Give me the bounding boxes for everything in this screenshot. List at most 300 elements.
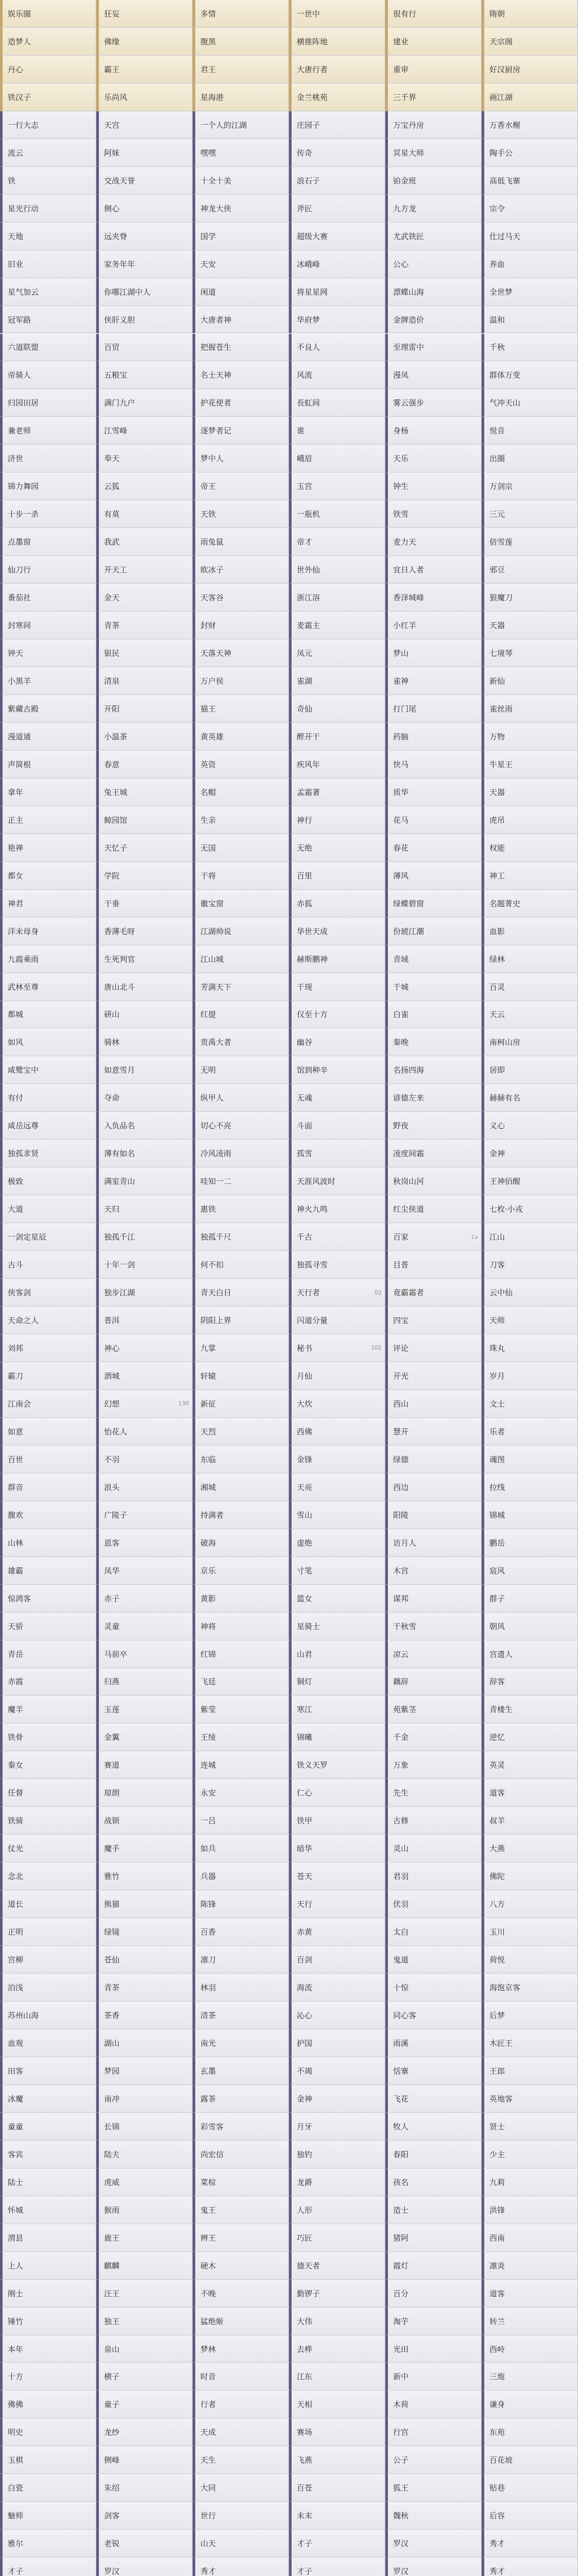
name-cell[interactable] [193, 417, 289, 445]
name-cell[interactable] [385, 1307, 482, 1334]
name-cell[interactable] [289, 667, 385, 695]
name-cell[interactable] [385, 2141, 482, 2168]
name-cell[interactable] [385, 1585, 482, 1613]
name-cell[interactable] [289, 1640, 385, 1668]
name-cell[interactable] [0, 2168, 96, 2196]
name-cell[interactable] [0, 2057, 96, 2085]
name-cell[interactable] [289, 1946, 385, 1974]
name-cell[interactable] [193, 1862, 289, 1890]
name-cell[interactable] [0, 2363, 96, 2391]
name-cell[interactable] [96, 1001, 193, 1029]
name-cell[interactable] [482, 1835, 578, 1862]
name-cell[interactable] [0, 361, 96, 389]
name-cell[interactable] [0, 973, 96, 1001]
name-cell[interactable] [385, 667, 482, 695]
name-cell[interactable] [289, 973, 385, 1001]
name-cell[interactable] [96, 2252, 193, 2280]
name-cell[interactable] [193, 1028, 289, 1056]
name-cell[interactable] [289, 2418, 385, 2446]
name-cell[interactable] [193, 890, 289, 918]
name-cell[interactable] [96, 1112, 193, 1140]
name-cell[interactable] [482, 83, 578, 111]
name-cell[interactable] [482, 612, 578, 639]
name-cell[interactable] [385, 2474, 482, 2502]
name-cell[interactable] [289, 472, 385, 500]
name-cell[interactable] [385, 2502, 482, 2530]
name-cell[interactable] [385, 1279, 482, 1307]
name-cell[interactable] [96, 1390, 193, 1418]
name-cell[interactable] [385, 1613, 482, 1640]
name-cell[interactable] [0, 2085, 96, 2113]
name-cell[interactable] [482, 2029, 578, 2057]
name-cell[interactable] [0, 1668, 96, 1696]
name-cell[interactable] [289, 695, 385, 723]
name-cell[interactable] [96, 1334, 193, 1362]
name-cell[interactable] [385, 2363, 482, 2391]
name-cell[interactable] [385, 334, 482, 362]
name-cell[interactable] [96, 1251, 193, 1279]
name-cell[interactable] [96, 1362, 193, 1390]
name-cell[interactable] [0, 945, 96, 973]
name-cell[interactable] [96, 1613, 193, 1640]
name-cell[interactable] [193, 1807, 289, 1835]
name-cell[interactable] [385, 1974, 482, 2002]
name-cell[interactable] [0, 28, 96, 56]
name-cell[interactable] [482, 223, 578, 250]
name-cell[interactable] [385, 1696, 482, 1723]
name-cell[interactable] [385, 806, 482, 834]
name-cell[interactable] [96, 1668, 193, 1696]
name-cell[interactable] [289, 751, 385, 778]
name-cell[interactable] [289, 1751, 385, 1779]
name-cell[interactable] [96, 1557, 193, 1585]
name-cell[interactable] [385, 167, 482, 195]
name-cell[interactable] [385, 695, 482, 723]
name-cell[interactable] [0, 2002, 96, 2029]
name-cell[interactable] [385, 389, 482, 417]
name-cell[interactable] [193, 223, 289, 250]
name-cell[interactable] [96, 2418, 193, 2446]
name-cell[interactable] [96, 1028, 193, 1056]
name-cell[interactable] [385, 195, 482, 223]
name-cell[interactable] [0, 1223, 96, 1251]
name-cell[interactable] [289, 111, 385, 139]
name-cell[interactable] [289, 389, 385, 417]
name-cell[interactable] [0, 1613, 96, 1640]
name-cell[interactable] [193, 1835, 289, 1862]
name-cell[interactable] [482, 139, 578, 167]
name-cell[interactable] [0, 2196, 96, 2224]
name-cell[interactable] [0, 306, 96, 334]
name-cell[interactable] [289, 2085, 385, 2113]
name-cell[interactable] [193, 584, 289, 612]
name-cell[interactable] [193, 1446, 289, 1473]
name-cell[interactable] [482, 1946, 578, 1974]
name-cell[interactable] [289, 306, 385, 334]
name-cell[interactable] [96, 1167, 193, 1195]
name-cell[interactable] [0, 1112, 96, 1140]
name-cell[interactable] [193, 1613, 289, 1640]
name-cell[interactable] [193, 723, 289, 751]
name-cell[interactable] [385, 1640, 482, 1668]
name-cell[interactable] [96, 667, 193, 695]
name-cell[interactable] [289, 1056, 385, 1084]
name-cell[interactable] [385, 1334, 482, 1362]
name-cell[interactable] [96, 278, 193, 306]
name-cell[interactable] [193, 918, 289, 945]
name-cell[interactable] [96, 1946, 193, 1974]
name-cell[interactable] [289, 83, 385, 111]
name-cell[interactable] [193, 1501, 289, 1529]
name-cell[interactable] [96, 389, 193, 417]
name-cell[interactable] [193, 389, 289, 417]
name-cell[interactable] [289, 139, 385, 167]
name-cell[interactable] [193, 667, 289, 695]
name-cell[interactable] [193, 1334, 289, 1362]
name-cell[interactable] [193, 2363, 289, 2391]
name-cell[interactable] [96, 195, 193, 223]
name-cell[interactable] [96, 1307, 193, 1334]
name-cell[interactable] [289, 1084, 385, 1112]
name-cell[interactable] [289, 1446, 385, 1473]
name-cell[interactable] [289, 278, 385, 306]
name-cell[interactable] [482, 389, 578, 417]
name-cell[interactable] [385, 2224, 482, 2252]
name-cell[interactable] [482, 584, 578, 612]
name-cell[interactable] [193, 1223, 289, 1251]
name-cell[interactable] [0, 167, 96, 195]
name-cell[interactable] [289, 1696, 385, 1723]
name-cell[interactable] [289, 1862, 385, 1890]
name-cell[interactable] [385, 862, 482, 890]
name-cell[interactable] [482, 1084, 578, 1112]
name-cell[interactable] [0, 417, 96, 445]
name-cell[interactable] [289, 1362, 385, 1390]
name-cell[interactable] [289, 2474, 385, 2502]
name-cell[interactable] [385, 1779, 482, 1807]
name-cell[interactable] [289, 2002, 385, 2029]
name-cell[interactable] [0, 695, 96, 723]
name-cell[interactable] [385, 1112, 482, 1140]
name-cell[interactable] [289, 1390, 385, 1418]
name-cell[interactable] [96, 806, 193, 834]
name-cell[interactable] [96, 250, 193, 278]
name-cell[interactable] [385, 2335, 482, 2363]
name-cell[interactable] [385, 556, 482, 584]
name-cell[interactable] [193, 472, 289, 500]
name-cell[interactable] [0, 2418, 96, 2446]
name-cell[interactable] [385, 2029, 482, 2057]
name-cell[interactable] [193, 778, 289, 806]
name-cell[interactable] [0, 0, 96, 28]
name-cell[interactable] [482, 1307, 578, 1334]
name-cell[interactable] [0, 1473, 96, 1501]
name-cell[interactable] [193, 2418, 289, 2446]
name-cell[interactable] [0, 1807, 96, 1835]
name-cell[interactable] [96, 2280, 193, 2308]
name-cell[interactable] [0, 667, 96, 695]
name-cell[interactable] [193, 639, 289, 667]
name-cell[interactable] [193, 2557, 289, 2576]
name-cell[interactable] [193, 2446, 289, 2474]
name-cell[interactable] [0, 1529, 96, 1557]
name-cell[interactable] [0, 1557, 96, 1585]
name-cell[interactable] [96, 1418, 193, 1446]
name-cell[interactable] [385, 1668, 482, 1696]
name-cell[interactable] [96, 1056, 193, 1084]
name-cell[interactable] [96, 1223, 193, 1251]
name-cell[interactable] [193, 2252, 289, 2280]
name-cell[interactable] [482, 556, 578, 584]
name-cell[interactable] [193, 2057, 289, 2085]
name-cell[interactable] [0, 1056, 96, 1084]
name-cell[interactable] [289, 1723, 385, 1751]
name-cell[interactable] [0, 250, 96, 278]
name-cell[interactable] [482, 1056, 578, 1084]
name-cell[interactable] [482, 1918, 578, 1946]
name-cell[interactable] [385, 639, 482, 667]
name-cell[interactable] [193, 56, 289, 83]
name-cell[interactable] [482, 1862, 578, 1890]
name-cell[interactable] [193, 1251, 289, 1279]
name-cell[interactable] [289, 2530, 385, 2557]
name-cell[interactable] [193, 612, 289, 639]
name-cell[interactable] [193, 278, 289, 306]
name-cell[interactable] [482, 1390, 578, 1418]
name-cell[interactable] [385, 973, 482, 1001]
name-cell[interactable] [0, 2141, 96, 2168]
name-cell[interactable] [482, 1529, 578, 1557]
name-cell[interactable] [193, 250, 289, 278]
name-cell[interactable] [385, 1862, 482, 1890]
name-cell[interactable] [96, 28, 193, 56]
name-cell[interactable] [385, 28, 482, 56]
name-cell[interactable] [482, 1167, 578, 1195]
name-cell[interactable] [193, 1167, 289, 1195]
name-cell[interactable] [289, 2029, 385, 2057]
name-cell[interactable] [482, 751, 578, 778]
name-cell[interactable] [0, 139, 96, 167]
name-cell[interactable] [193, 2029, 289, 2057]
name-cell[interactable] [96, 751, 193, 778]
name-cell[interactable] [482, 2502, 578, 2530]
name-cell[interactable] [96, 1779, 193, 1807]
name-cell[interactable] [482, 2391, 578, 2418]
name-cell[interactable] [96, 1585, 193, 1613]
name-cell[interactable] [482, 1501, 578, 1529]
name-cell[interactable] [289, 1334, 385, 1362]
name-cell[interactable] [96, 500, 193, 528]
name-cell[interactable] [96, 862, 193, 890]
name-cell[interactable] [385, 278, 482, 306]
name-cell[interactable] [0, 2252, 96, 2280]
name-cell[interactable] [385, 1028, 482, 1056]
name-cell[interactable] [0, 723, 96, 751]
name-cell[interactable] [0, 556, 96, 584]
name-cell[interactable] [482, 500, 578, 528]
name-cell[interactable] [96, 2196, 193, 2224]
name-cell[interactable] [289, 1529, 385, 1557]
name-cell[interactable] [0, 1279, 96, 1307]
name-cell[interactable] [96, 223, 193, 250]
name-cell[interactable] [385, 2113, 482, 2141]
name-cell[interactable] [96, 472, 193, 500]
name-cell[interactable] [0, 1918, 96, 1946]
name-cell[interactable] [482, 445, 578, 472]
name-cell[interactable] [385, 1723, 482, 1751]
name-cell[interactable] [482, 2057, 578, 2085]
name-cell[interactable] [193, 2474, 289, 2502]
name-cell[interactable] [289, 2335, 385, 2363]
name-cell[interactable] [193, 862, 289, 890]
name-cell[interactable] [96, 945, 193, 973]
name-cell[interactable] [0, 2029, 96, 2057]
name-cell[interactable] [193, 1751, 289, 1779]
name-cell[interactable] [96, 1084, 193, 1112]
name-cell[interactable] [289, 2502, 385, 2530]
name-cell[interactable] [96, 445, 193, 472]
name-cell[interactable] [289, 223, 385, 250]
name-cell[interactable] [289, 1307, 385, 1334]
name-cell[interactable] [289, 2280, 385, 2308]
name-cell[interactable] [0, 778, 96, 806]
name-cell[interactable] [385, 1473, 482, 1501]
name-cell[interactable] [0, 1084, 96, 1112]
name-cell[interactable] [385, 1362, 482, 1390]
name-cell[interactable] [482, 2002, 578, 2029]
name-cell[interactable] [482, 973, 578, 1001]
name-cell[interactable] [193, 945, 289, 973]
name-cell[interactable] [0, 195, 96, 223]
name-cell[interactable] [289, 2391, 385, 2418]
name-cell[interactable] [193, 1696, 289, 1723]
name-cell[interactable] [482, 778, 578, 806]
name-cell[interactable] [96, 918, 193, 945]
name-cell[interactable] [96, 1473, 193, 1501]
name-cell[interactable] [482, 2168, 578, 2196]
name-cell[interactable] [193, 0, 289, 28]
name-cell[interactable] [289, 2057, 385, 2085]
name-cell[interactable] [193, 2502, 289, 2530]
name-cell[interactable] [385, 2418, 482, 2446]
name-cell[interactable] [96, 139, 193, 167]
name-cell[interactable] [96, 306, 193, 334]
name-cell[interactable] [482, 1279, 578, 1307]
name-cell[interactable] [385, 2085, 482, 2113]
name-cell[interactable] [289, 945, 385, 973]
name-cell[interactable] [193, 83, 289, 111]
name-cell[interactable] [482, 1112, 578, 1140]
name-cell[interactable] [482, 334, 578, 362]
name-cell[interactable] [96, 2446, 193, 2474]
name-cell[interactable] [289, 556, 385, 584]
name-cell[interactable] [0, 2474, 96, 2502]
name-cell[interactable] [482, 1640, 578, 1668]
name-cell[interactable] [193, 2335, 289, 2363]
name-cell[interactable] [385, 1751, 482, 1779]
name-cell[interactable] [0, 1307, 96, 1334]
name-cell[interactable] [193, 2224, 289, 2252]
name-cell[interactable] [0, 1890, 96, 1918]
name-cell[interactable] [193, 1473, 289, 1501]
name-cell[interactable] [96, 1862, 193, 1890]
name-cell[interactable] [0, 1334, 96, 1362]
name-cell[interactable] [385, 2530, 482, 2557]
name-cell[interactable] [193, 751, 289, 778]
name-cell[interactable] [193, 1946, 289, 1974]
name-cell[interactable] [193, 1723, 289, 1751]
name-cell[interactable] [289, 1223, 385, 1251]
name-cell[interactable] [0, 2280, 96, 2308]
name-cell[interactable] [482, 1751, 578, 1779]
name-cell[interactable] [385, 1446, 482, 1473]
name-cell[interactable] [482, 1807, 578, 1835]
name-cell[interactable] [0, 1640, 96, 1668]
name-cell[interactable] [193, 2308, 289, 2335]
name-cell[interactable] [385, 2557, 482, 2576]
name-cell[interactable] [289, 1001, 385, 1029]
name-cell[interactable] [193, 2141, 289, 2168]
name-cell[interactable] [193, 1140, 289, 1167]
name-cell[interactable] [385, 2446, 482, 2474]
name-cell[interactable] [0, 1696, 96, 1723]
name-cell[interactable] [0, 83, 96, 111]
name-cell[interactable] [193, 1307, 289, 1334]
name-cell[interactable] [0, 806, 96, 834]
name-cell[interactable] [482, 1001, 578, 1029]
name-cell[interactable] [289, 500, 385, 528]
name-cell[interactable] [482, 167, 578, 195]
name-cell[interactable] [385, 445, 482, 472]
name-cell[interactable] [193, 195, 289, 223]
name-cell[interactable] [0, 1167, 96, 1195]
name-cell[interactable] [0, 56, 96, 83]
name-cell[interactable] [289, 334, 385, 362]
name-cell[interactable] [482, 1223, 578, 1251]
name-cell[interactable] [482, 1890, 578, 1918]
name-cell[interactable] [0, 612, 96, 639]
name-cell[interactable] [482, 639, 578, 667]
name-cell[interactable] [482, 278, 578, 306]
name-cell[interactable] [0, 1501, 96, 1529]
name-cell[interactable] [385, 2196, 482, 2224]
name-cell[interactable] [96, 556, 193, 584]
name-cell[interactable] [96, 1974, 193, 2002]
name-cell[interactable] [385, 751, 482, 778]
name-cell[interactable] [193, 306, 289, 334]
name-cell[interactable] [289, 2196, 385, 2224]
name-cell[interactable] [96, 2141, 193, 2168]
name-cell[interactable] [385, 250, 482, 278]
name-cell[interactable] [482, 2252, 578, 2280]
name-cell[interactable] [482, 2557, 578, 2576]
name-cell[interactable] [96, 1279, 193, 1307]
name-cell[interactable] [482, 1362, 578, 1390]
name-cell[interactable] [385, 1084, 482, 1112]
name-cell[interactable] [482, 1779, 578, 1807]
name-cell[interactable] [482, 1557, 578, 1585]
name-cell[interactable] [385, 111, 482, 139]
name-cell[interactable] [385, 306, 482, 334]
name-cell[interactable] [0, 1446, 96, 1473]
name-cell[interactable] [385, 417, 482, 445]
name-cell[interactable] [482, 472, 578, 500]
name-cell[interactable] [385, 361, 482, 389]
name-cell[interactable] [0, 223, 96, 250]
name-cell[interactable] [0, 500, 96, 528]
name-cell[interactable] [289, 1501, 385, 1529]
name-cell[interactable] [96, 1723, 193, 1751]
